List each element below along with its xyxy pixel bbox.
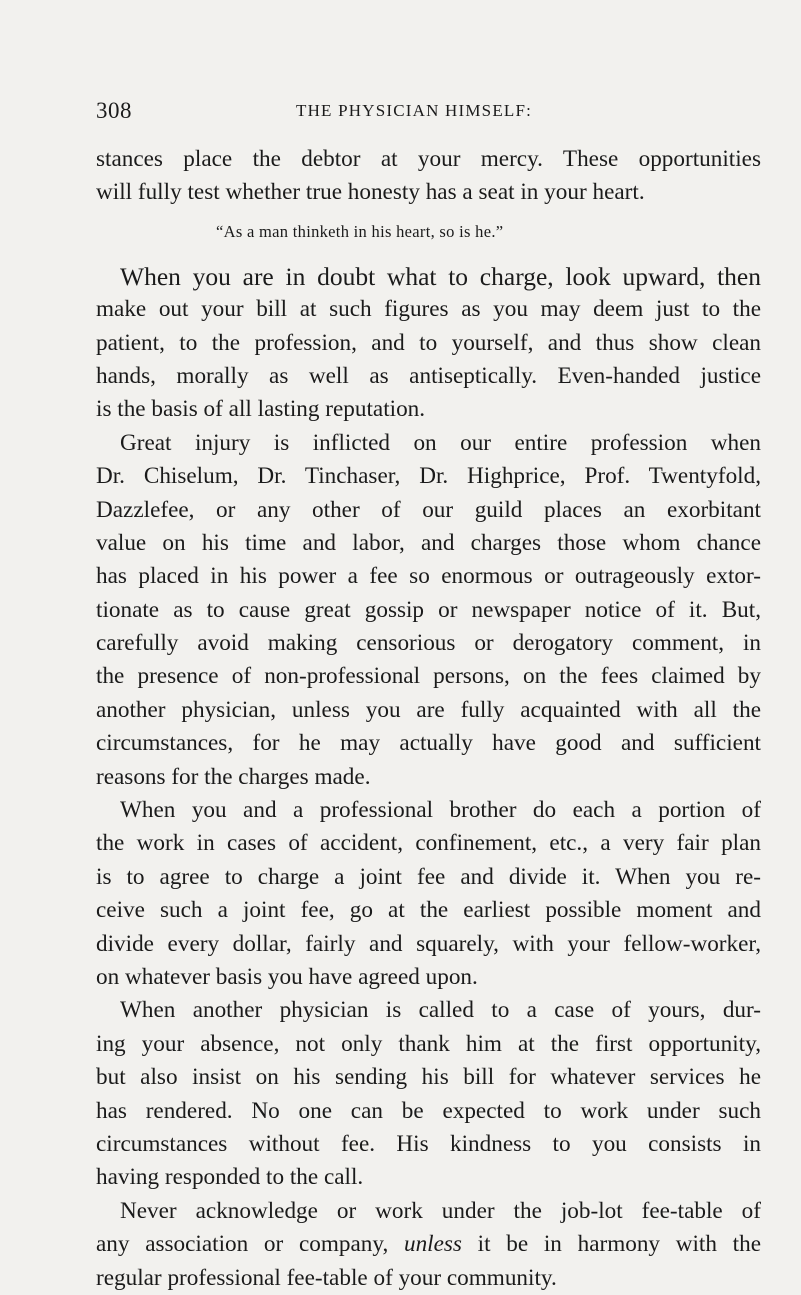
text-line: circumstances, for he may actually have good and sufficient xyxy=(96,730,761,757)
text-line-with-emphasis xyxy=(96,1228,761,1261)
text-line: patient, to the profession, and to yourself, and thus show clean xyxy=(96,329,761,356)
page-header xyxy=(96,98,668,130)
text-segment: any association or company, xyxy=(96,1231,389,1258)
text-line: is to agree to charge a joint fee and divide it. When you re- xyxy=(96,863,761,890)
text-line: divide every dollar, fairly and squarely, with your fellow-worker, xyxy=(96,930,761,957)
text-line: hands, morally as well as antiseptically. Even-handed justice xyxy=(96,362,761,389)
emphasis-unless: unless xyxy=(403,1231,462,1258)
text-line: tionate as to cause great gossip or newspaper notice of it. But, xyxy=(96,596,761,623)
text-line: make out your bill at such figures as you may deem just to the xyxy=(96,296,761,323)
page-number: 308 xyxy=(96,98,132,123)
text-line: Dr. Chiselum, Dr. Tinchaser, Dr. Highprice, Prof. Twentyfold, xyxy=(96,463,761,490)
text-line: carefully avoid making censorious or derogatory comment, in xyxy=(96,630,761,657)
text-line: has placed in his power a fee so enormous or outrageously extor- xyxy=(96,563,761,590)
text-line: circumstances without fee. His kindness to you consists in xyxy=(96,1130,761,1157)
text-line: another physician, unless you are fully acquainted with all the xyxy=(96,696,761,723)
text-line: but also insist on his sending his bill for whatever services he xyxy=(96,1064,761,1091)
paragraph-start: Never acknowledge or work under the job-lot fee-table of xyxy=(120,1197,761,1224)
text-line: stances place the debtor at your mercy. These opportunities xyxy=(96,146,761,172)
text-line: has rendered. No one can be expected to work under such xyxy=(96,1097,761,1124)
paragraph-start: When another physician is called to a case of yours, dur- xyxy=(120,997,761,1024)
paragraph-start: Great injury is inflicted on our entire profession when xyxy=(120,429,761,456)
text-line: the presence of non-professional persons, on the fees claimed by xyxy=(96,663,761,690)
paragraph-start: When you are in doubt what to charge, look upward, then xyxy=(120,261,761,291)
text-line: reasons for the charges made. xyxy=(96,763,371,790)
text-line: on whatever basis you have agreed upon. xyxy=(96,963,478,990)
text-segment: it be in harmony with the xyxy=(477,1231,761,1258)
text-line: regular professional fee-table of your community. xyxy=(96,1264,557,1291)
body-text xyxy=(96,143,761,1295)
text-line: the work in cases of accident, confinement, etc., a very fair plan xyxy=(96,830,761,857)
text-line: Dazzlefee, or any other of our guild places an exorbitant xyxy=(96,496,761,523)
text-line: ing your absence, not only thank him at the first opportunity, xyxy=(96,1030,761,1057)
text-line: is the basis of all lasting reputation. xyxy=(96,396,426,423)
text-line: will fully test whether true honesty has a seat in your heart. xyxy=(96,179,645,206)
text-line: having responded to the call. xyxy=(96,1164,364,1191)
epigraph-quote: “As a man thinketh in his heart, so is he.” xyxy=(216,221,504,241)
paragraph-start: When you and a professional brother do each a portion of xyxy=(120,797,761,824)
text-line: ceive such a joint fee, go at the earliest possible moment and xyxy=(96,897,761,924)
text-line: value on his time and labor, and charges those whom chance xyxy=(96,529,761,556)
running-head: THE PHYSICIAN HIMSELF: xyxy=(296,101,533,120)
